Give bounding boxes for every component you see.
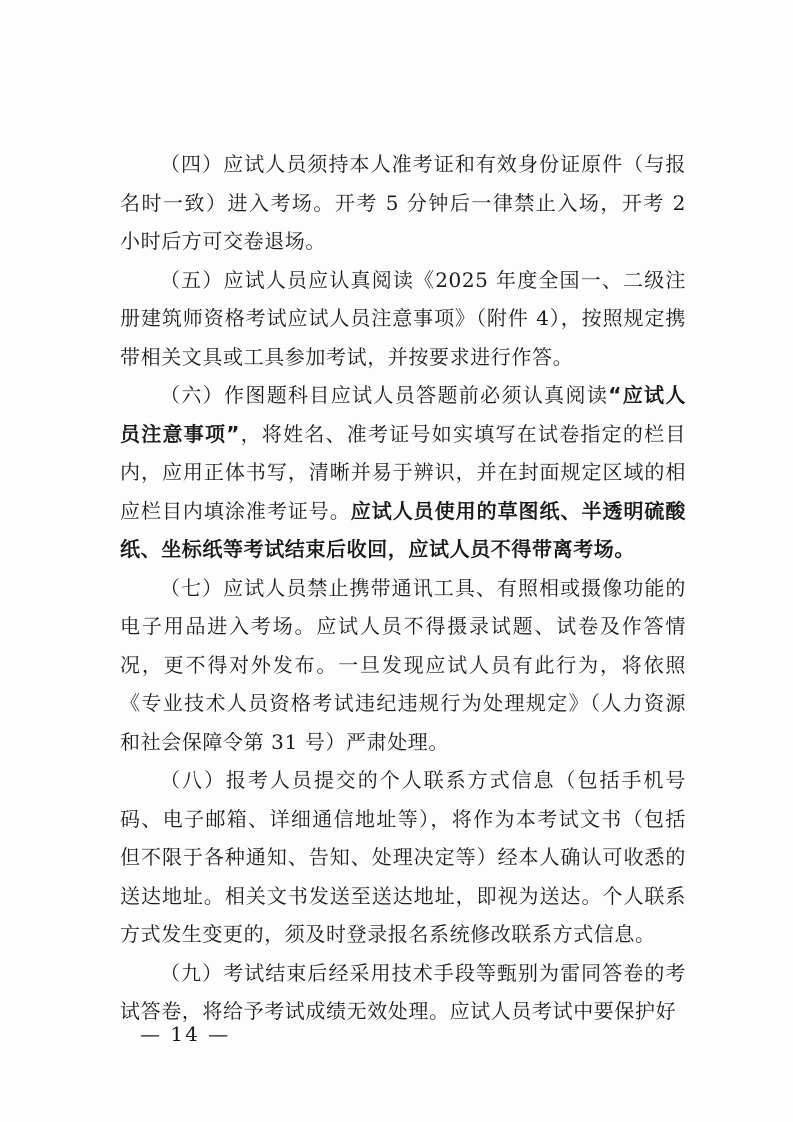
paragraph-8: （八）报考人员提交的个人联系方式信息（包括手机号码、电子邮箱、详细通信地址等），将作为本考试文书（包括但不限于各种通知、告知、处理决定等）经本人确认可收悉的送达地址。相关文书发送至送达地址，即视为送达。个人联系方式发生变更的，须及时登录报名系统修改联系方式信息。	[120, 768, 686, 946]
page-number: — 14 —	[140, 1022, 231, 1046]
paragraph-6-notice-title: “应试人员注意事项”	[120, 383, 686, 446]
paragraph-6	[120, 376, 686, 569]
paragraph-7: （七）应试人员禁止携带通讯工具、有照相或摄像功能的电子用品进入考场。应试人员不得摄录试题、试卷及作答情况，更不得对外发布。一旦发现应试人员有此行为，将依照《专业技术人员资格考试违纪违规行为处理规定》（人力资源和社会保障令第 31 号）严肃处理。	[120, 575, 686, 754]
document-body	[120, 145, 686, 1031]
paragraph-9: （九）考试结束后经采用技术手段等甄别为雷同答卷的考试答卷，将给予考试成绩无效处理。应试人员考试中要保护好	[120, 960, 686, 1023]
paragraph-5: （五）应试人员应认真阅读《2025 年度全国一、二级注册建筑师资格考试应试人员注意事项》（附件 4），按照规定携带相关文具或工具参加考试，并按要求进行作答。	[120, 267, 686, 369]
paragraph-6-intro: （六）作图题科目应试人员答题前必须认真阅读	[160, 383, 609, 407]
paragraph-6-emphasis: 应试人员使用的草图纸、半透明硫酸纸、坐标纸等考试结束后收回，应试人员不得带离考场。	[120, 498, 686, 561]
paragraph-6-body: ，将姓名、准考证号如实填写在试卷指定的栏目内，应用正体书写，清晰并易于辨识，并在封面规定区域的相应栏目内填涂准考证号。	[120, 421, 686, 523]
paragraph-4: （四）应试人员须持本人准考证和有效身份证原件（与报名时一致）进入考场。开考 5 分钟后一律禁止入场，开考 2 小时后方可交卷退场。	[120, 152, 686, 253]
